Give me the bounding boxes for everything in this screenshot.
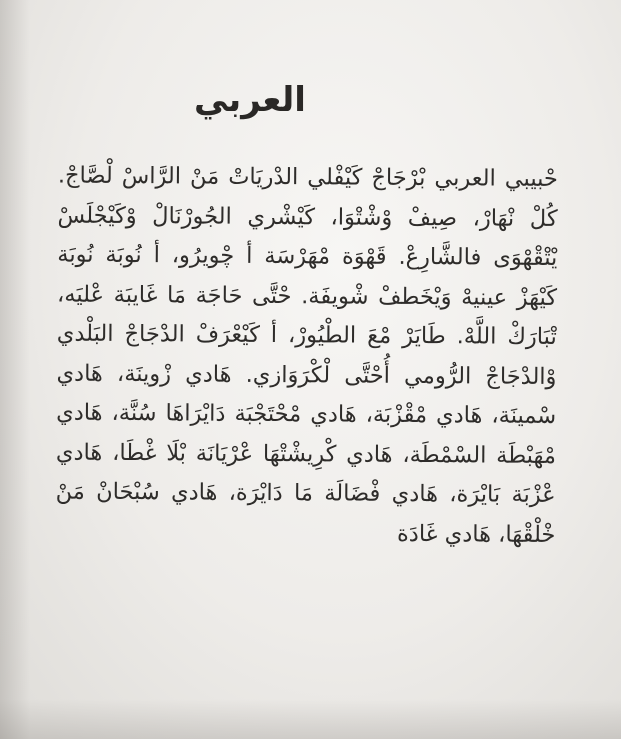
page-bottom-shadow: [0, 699, 621, 739]
page-edge-shadow: [0, 0, 30, 739]
chapter-title: العربي: [194, 80, 306, 120]
chapter-body-text: حْبيبي العربي بْرْجَاجْ كَيْفْلي الدْريَاتْ مَنْ الرَّاسْ لْصَّاجْ. كُلْ نْهَارْ، صِيفْ وْشْتْوَا، كَيْشْري الجُورْنَالْ وْكَيْجْلَسْ يْتْقْهْوَى فالشَّارِعْ. قَهْوَة مْهَرْسَة أ چْويرُو، أ نُوبَة نُوبَة كَيْهَزْ عينيهْ وَيْخَطفْ شْويفَة. حْتَّى حَاجَة مَا غَايبَة عْليَه، تْبَارَكْ اللَّهْ. طَايَرْ مْعَ الطْيُورْ، أ كَيْعْرَفْ الدْجَاجْ البَلْدي وْالدْجَاجْ الرُّومي أُحْتَّى لْكْرَوَازي. هَادي زْوينَة، هَادي سْمينَة، هَادي مْقْزْبَة، هَادي مْحْتَجْبَة دَايْرَاهَا سُنَّة، هَادي مْهَبْطَة السْمْطَة، هَادي كْرِيشْتْهَا عْرْيَانَة بْلَا غْطَا، هَادي عْزْبَة بَايْرَة، هَادي فْضَالَة مَا دَايْرَة، هَادي سُبْحَانْ مَنْ خْلْقْهَا، هَادي غَادَة: [55, 162, 558, 548]
